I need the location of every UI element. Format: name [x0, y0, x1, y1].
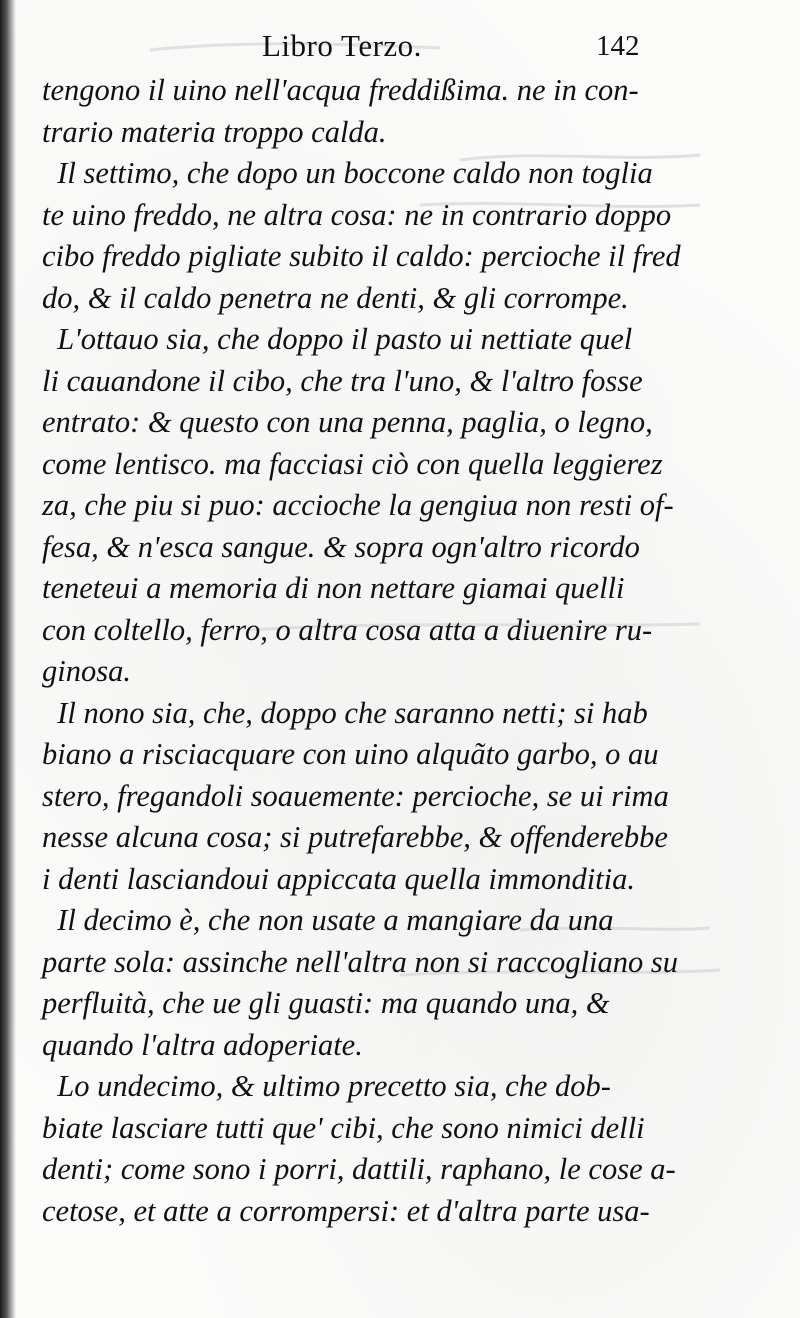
- text-line: entrato: & questo con una penna, paglia, o legno,: [42, 405, 653, 439]
- text-line: tengono il uino nell'acqua freddißima. ne in con-: [42, 73, 639, 107]
- text-line: Lo undecimo, & ultimo precetto sia, che dob-: [42, 1069, 611, 1103]
- page-number: 142: [596, 30, 640, 62]
- text-line: i denti lasciandoui appiccata quella immonditia.: [42, 861, 635, 896]
- text-line: Il decimo è, che non usate a mangiare da una: [42, 903, 614, 937]
- running-title: Libro Terzo.: [262, 28, 422, 63]
- text-line: trario materia troppo calda.: [42, 114, 387, 149]
- text-line: do, & il caldo penetra ne denti, & gli corrompe.: [42, 280, 629, 315]
- text-line: nesse alcuna cosa; si putrefarebbe, & offenderebbe: [42, 820, 668, 854]
- text-line: cibo freddo pigliate subito il caldo: percioche il fred: [42, 239, 681, 273]
- text-line: teneteui a memoria di non nettare giamai quelli: [42, 571, 625, 605]
- text-line: ginosa.: [42, 654, 131, 688]
- text-line: za, che piu si puo: accioche la gengiua non resti of-: [42, 488, 674, 522]
- text-line: cetose, et atte a corrompersi: et d'altra parte usa-: [42, 1193, 650, 1228]
- text-line: fesa, & n'esca sangue. & sopra ogn'altro ricordo: [42, 529, 640, 564]
- body-text: [42, 70, 720, 1232]
- text-line: con coltello, ferro, o altra cosa atta a diuenire ru-: [42, 612, 653, 647]
- text-line: te uino freddo, ne altra cosa: ne in contrario doppo: [42, 197, 672, 232]
- text-line: come lentisco. ma facciasi ciò con quella leggierez: [42, 446, 663, 481]
- page-header: [0, 28, 800, 68]
- text-line: Il settimo, che dopo un boccone caldo non toglia: [42, 156, 653, 190]
- text-line: li cauandone il cibo, che tra l'uno, & l'altro fosse: [42, 363, 643, 398]
- text-line: stero, fregandoli soauemente: percioche, se ui rima: [42, 778, 669, 813]
- text-line: biate lasciare tutti que' cibi, che sono nimici delli: [42, 1110, 645, 1145]
- text-line: quando l'altra adoperiate.: [42, 1027, 363, 1062]
- text-line: denti; come sono i porri, dattili, raphano, le cose a-: [42, 1152, 676, 1186]
- text-line: L'ottauo sia, che doppo il pasto ui nettiate quel: [42, 322, 633, 356]
- text-line: perfluità, che ue gli guasti: ma quando una, &: [42, 986, 610, 1020]
- page-gutter-shadow: [0, 0, 16, 1318]
- text-line: biano a risciacquare con uino alquãto garbo, o au: [42, 737, 659, 771]
- text-line: Il nono sia, che, doppo che saranno netti; si hab: [42, 695, 648, 730]
- text-line: parte sola: assinche nell'altra non si raccogliano su: [42, 944, 678, 979]
